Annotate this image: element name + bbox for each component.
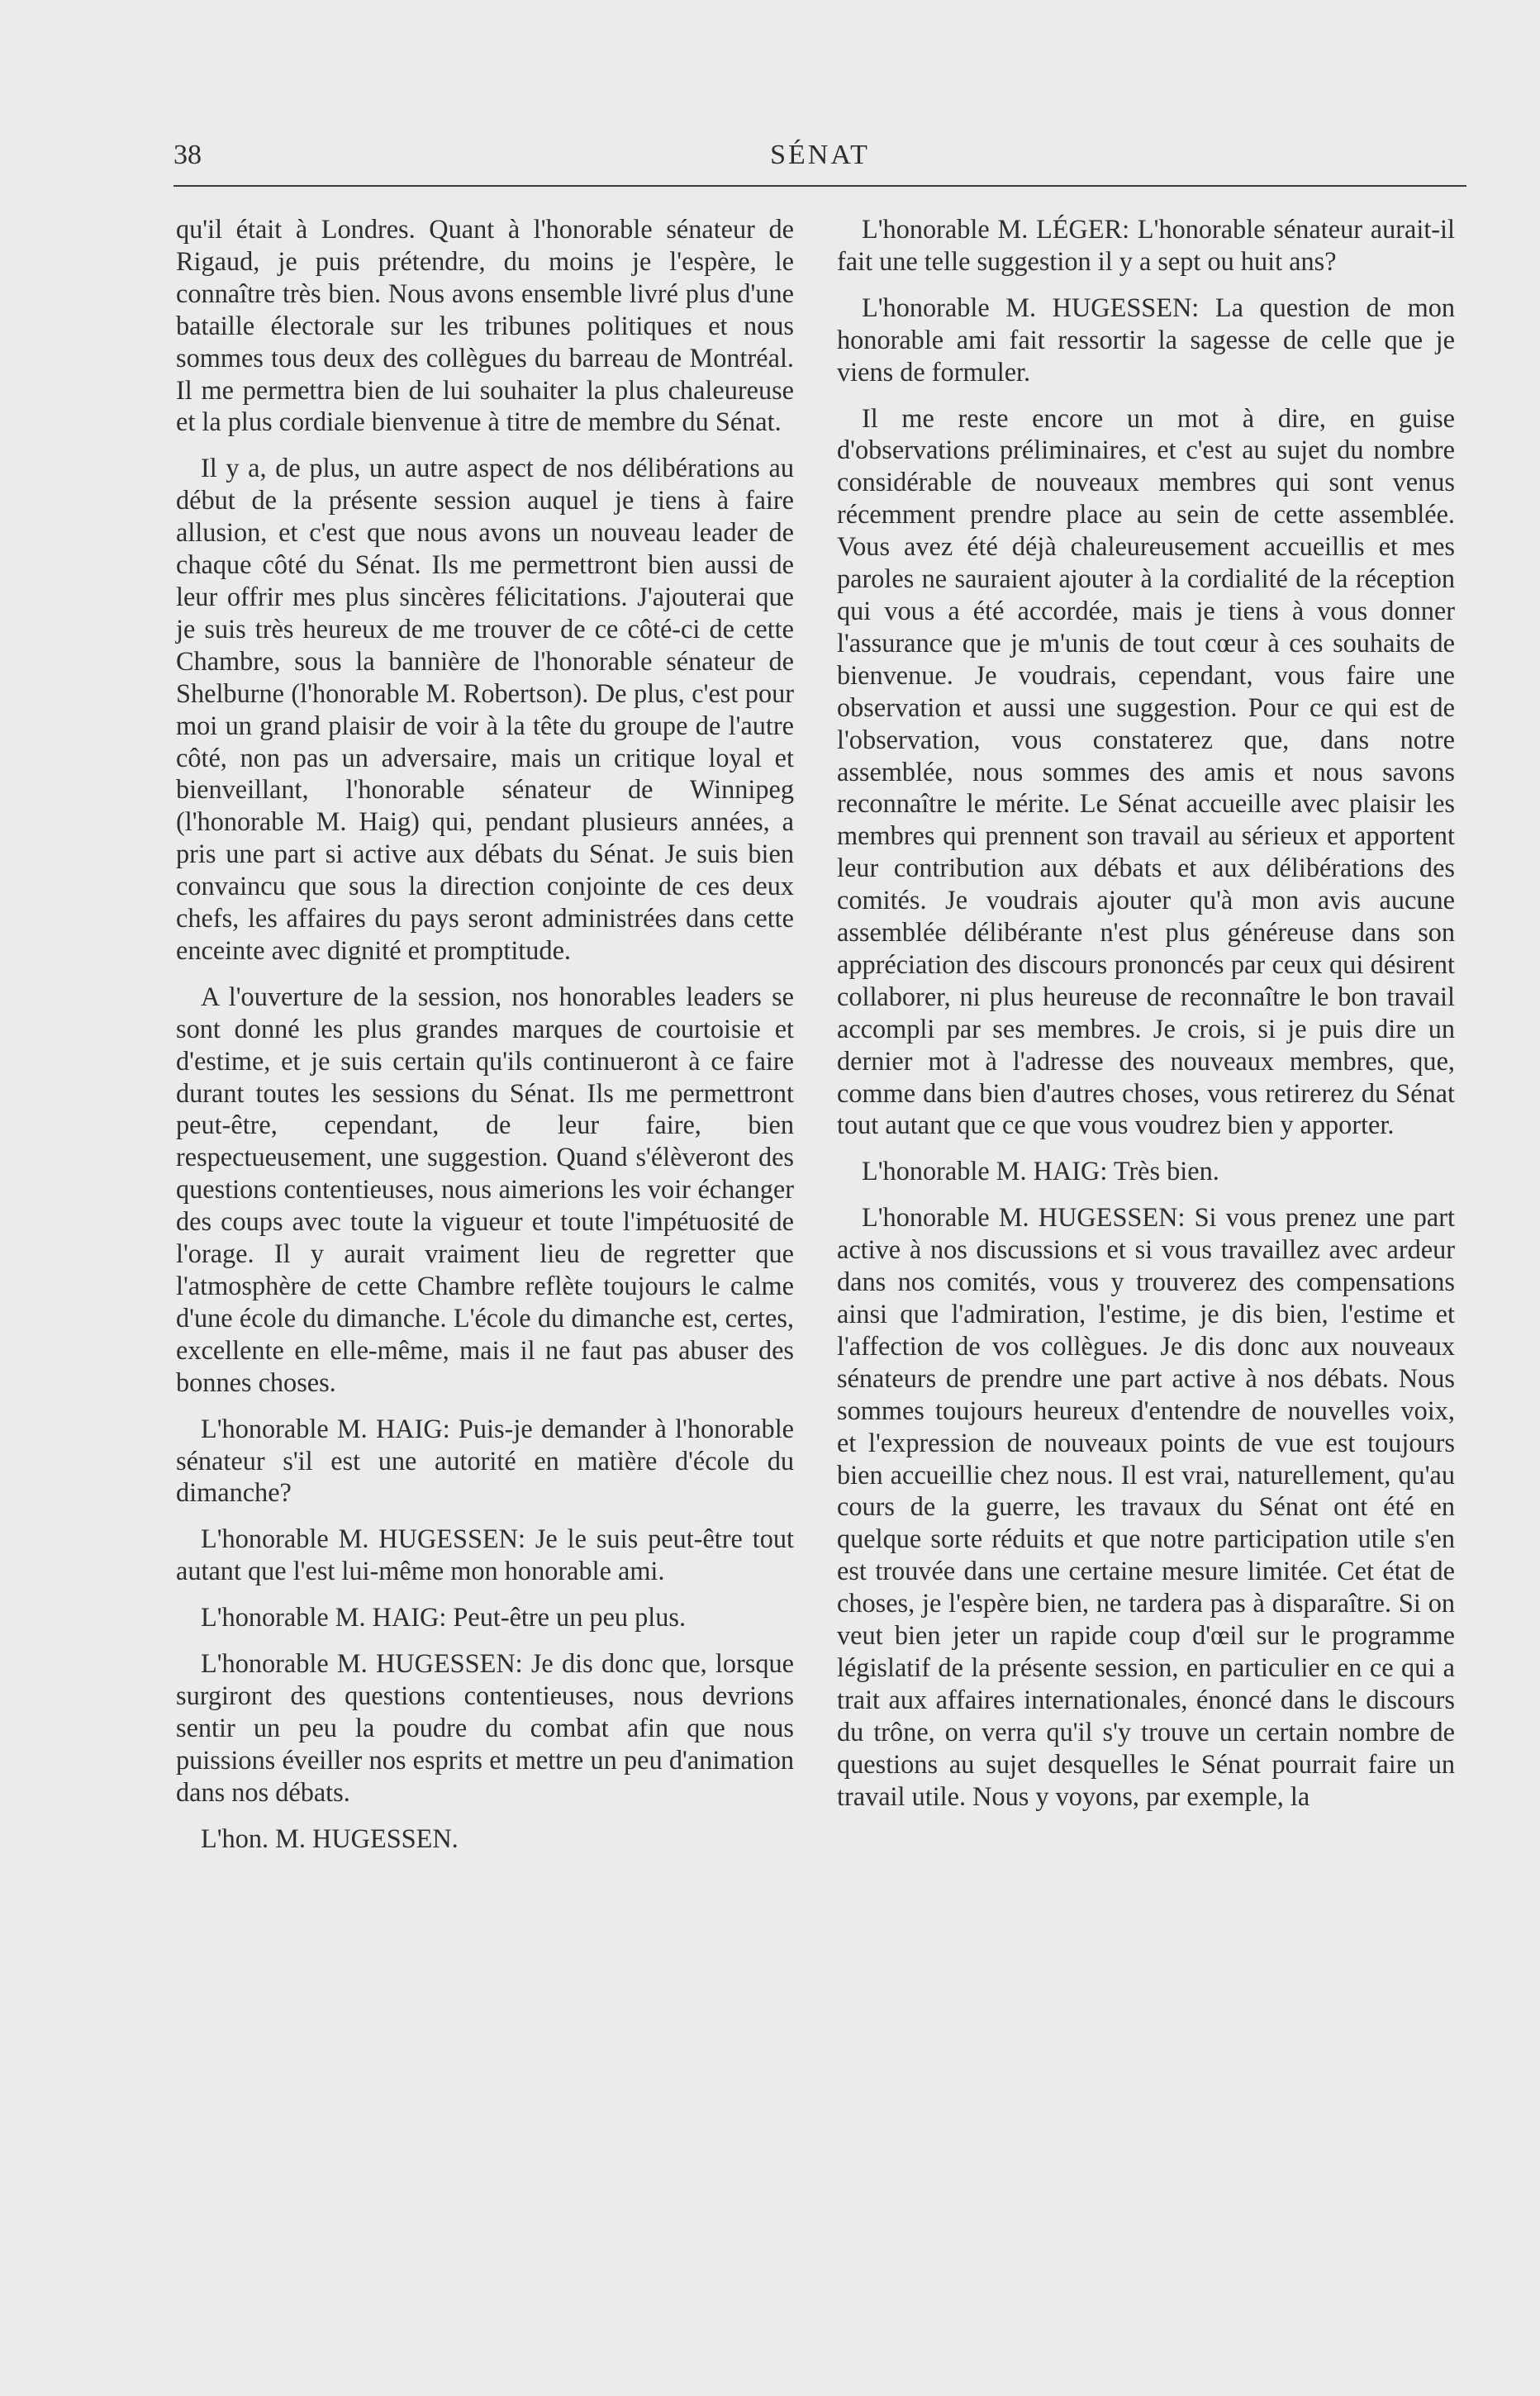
paragraph: L'honorable M. HAIG: Peut-être un peu plus. [201,1602,687,1633]
paragraph: L'honorable M. HAIG: Très bien. [862,1156,1219,1186]
paragraph: L'honorable M. HUGESSEN: Je dis donc que, lorsque surgiront des questions contentieuses, nous devrions sentir un peu la poudre du combat afin que nous puissions éveiller nos esprits et mettre un peu d'animation dans nos débats. [176,1648,794,1807]
paragraph: L'honorable M. HUGESSEN: Je le suis peut-être tout autant que l'est lui-même mon honorable ami. [176,1524,794,1586]
left-column [176,213,794,1869]
right-column [837,213,1455,1827]
paragraph: L'honorable M. LÉGER: L'honorable sénateur aurait-il fait une telle suggestion il y a sept ou huit ans? [837,214,1455,276]
running-title: SÉNAT [770,140,870,170]
paragraph: L'honorable M. HUGESSEN: Si vous prenez une part active à nos discussions et si vous travaillez avec ardeur dans nos comités, vous y trouverez des compensations ainsi que l'admiration, l'estime, je dis bien, l'estime et l'affection de vos collègues. Je dis donc aux nouveaux sénateurs de prendre une part active à nos débats. Nous sommes toujours heureux d'entendre de nouvelles voix, et l'expression de nouveaux points de vue est toujours bien accueillie chez nous. Il est vrai, naturellement, qu'au cours de la guerre, les travaux du Sénat ont été en quelque sorte réduits et que notre participation utile s'en est trouvée dans une certaine mesure limitée. Cet état de choses, je l'espère bien, ne tardera pas à disparaître. Si on veut bien jeter un rapide coup d'œil sur le programme législatif de la présente session, en particulier en ce qui a trait aux affaires internationales, énoncé dans le discours du trône, on verra qu'il s'y trouve un certain nombre de questions au sujet desquelles le Sénat pourrait faire un travail utile. Nous y voyons, par exemple, la [837,1202,1455,1811]
paragraph: L'honorable M. HAIG: Puis-je demander à l'honorable sénateur s'il est une autorité en matière d'école du dimanche? [176,1413,794,1508]
paragraph: Il me reste encore un mot à dire, en guise d'observations préliminaires, et c'est au sujet du nombre considérable de nouveaux membres qui sont venus récemment prendre place au sein de cette assemblée. Vous avez été déjà chaleureusement accueillis et mes paroles ne sauraient ajouter à la cordialité de la réception qui vous a été accordée, mais je tiens à vous donner l'assurance que je m'unis de tout cœur à ces souhaits de bienvenue. Je voudrais, cependant, vous faire une observation et aussi une suggestion. Pour ce qui est de l'observation, vous constaterez que, dans notre assemblée, nous sommes des amis et nous savons reconnaître le mérite. Le Sénat accueille avec plaisir les membres qui prennent son travail au sérieux et apportent leur contribution aux débats et aux délibérations des comités. Je voudrais ajouter qu'à mon avis aucune assemblée délibérante n'est plus généreuse dans son appréciation des discours prononcés par ceux qui désirent collaborer, ni plus heureuse de reconnaître le bon travail accompli par ses membres. Je crois, si je puis dire un dernier mot à l'adresse des nouveaux membres, que, comme dans bien d'autres choses, vous retirerez du Sénat tout autant que ce que vous voudrez bien y apporter. [837,402,1455,1140]
paragraph: A l'ouverture de la session, nos honorables leaders se sont donné les plus grandes marques de courtoisie et d'estime, et je suis certain qu'ils continueront à ce faire durant toutes les sessions du Sénat. Ils me permettront peut-être, cependant, de leur faire, bien respectueusement, une suggestion. Quand s'élèveront des questions contentieuses, nous aimerions les voir échanger des coups avec toute la vigueur et toute l'impétuosité de l'orage. Il y aurait vraiment lieu de regretter que l'atmosphère de cette Chambre reflète toujours le calme d'une école du dimanche. L'école du dimanche est, certes, excellente en elle-même, mais il ne faut pas abuser des bonnes choses. [176,981,794,1397]
page-header [173,139,1466,185]
paragraph: qu'il était à Londres. Quant à l'honorable sénateur de Rigaud, je puis prétendre, du moins je l'espère, le connaître très bien. Nous avons ensemble livré plus d'une bataille électorale sur les tribunes politiques et nous sommes tous deux des collègues du barreau de Montréal. Il me permettra bien de lui souhaiter la plus chaleureuse et la plus cordiale bienvenue à titre de membre du Sénat. [176,214,794,437]
header-rule [173,185,1466,187]
page-number: 38 [173,140,202,170]
paragraph: L'honorable M. HUGESSEN: La question de mon honorable ami fait ressortir la sagesse de celle que je viens de formuler. [837,292,1455,387]
paragraph: L'hon. M. HUGESSEN. [201,1823,459,1853]
paragraph: Il y a, de plus, un autre aspect de nos délibérations au début de la présente session auquel je tiens à faire allusion, et c'est que nous avons un nouveau leader de chaque côté du Sénat. Ils me permettront bien aussi de leur offrir mes plus sincères félicitations. J'ajouterai que je suis très heureux de me trouver de ce côté-ci de cette Chambre, sous la bannière de l'honorable sénateur de Shelburne (l'honorable M. Robertson). De plus, c'est pour moi un grand plaisir de voir à la tête du groupe de l'autre côté, non pas un adversaire, mais un critique loyal et bienveillant, l'honorable sénateur de Winnipeg (l'honorable M. Haig) qui, pendant plusieurs années, a pris une part si active aux débats du Sénat. Je suis bien convaincu que sous la direction conjointe de ces deux chefs, les affaires du pays seront administrées dans cette enceinte avec dignité et promptitude. [176,453,794,965]
